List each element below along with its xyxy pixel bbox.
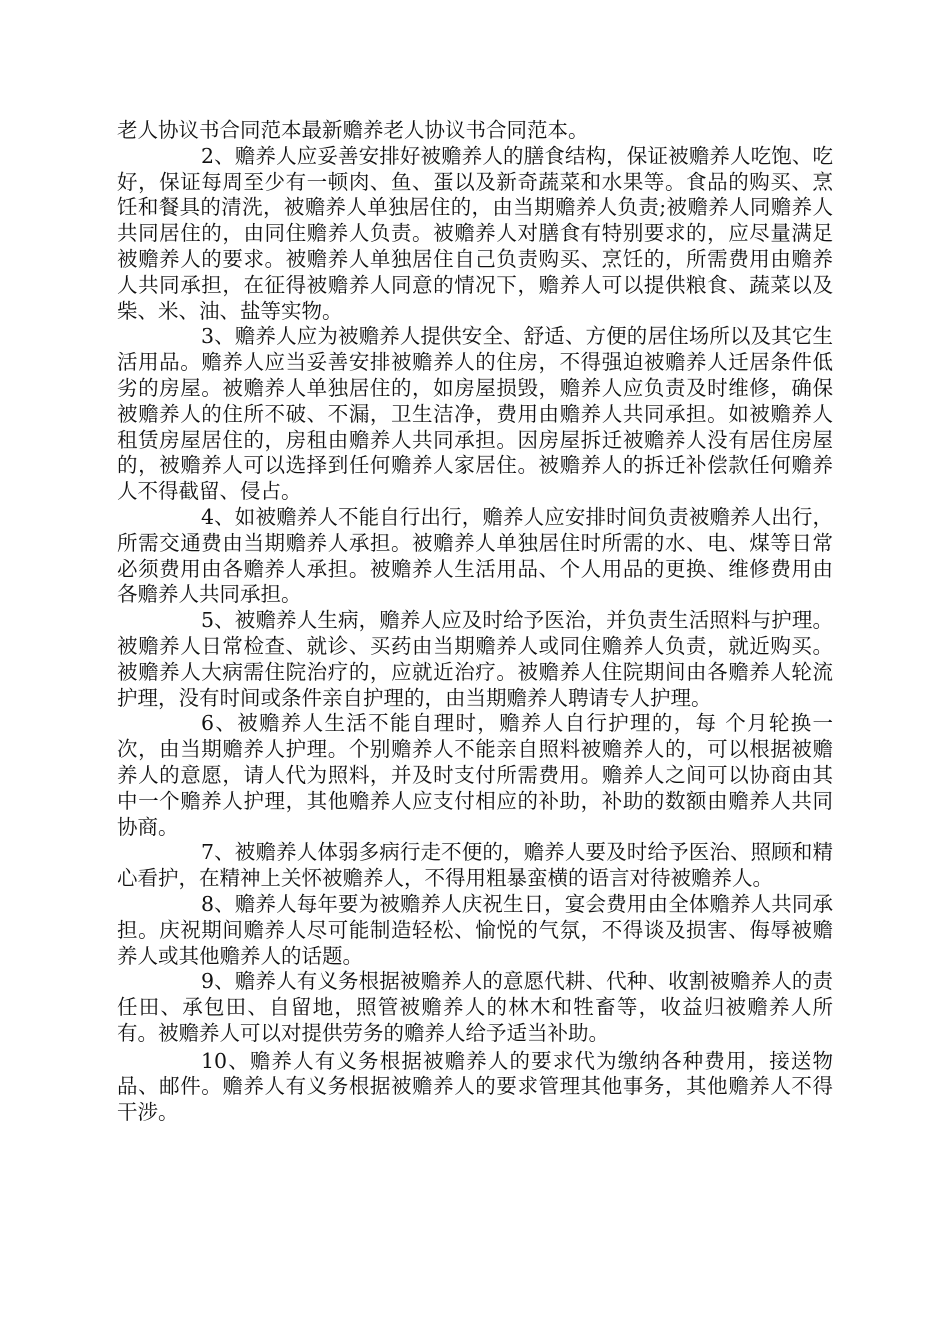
clause-2: 2、赡养人应妥善安排好被赡养人的膳食结构，保证被赡养人吃饱、吃好，保证每周至少有一顿肉、鱼、蛋以及新奇蔬菜和水果等。食品的购买、烹饪和餐具的清洗，被赡养人单独居住的，由当期赡养人负责;被赡养人同赡养人共同居住的，由同住赡养人负责。被赡养人对膳食有特别要求的，应尽量满足被赡养人的要求。被赡养人单独居住自己负责购买、烹饪的，所需费用由赡养人共同承担，在征得被赡养人同意的情况下，赡养人可以提供粮食、蔬菜以及柴、米、油、盐等实物。 xyxy=(117,143,833,323)
clause-4: 4、如被赡养人不能自行出行，赡养人应安排时间负责被赡养人出行，所需交通费由当期赡养人承担。被赡养人单独居住时所需的水、电、煤等日常必须费用由各赡养人承担。被赡养人生活用品、个人用品的更换、维修费用由各赡养人共同承担。 xyxy=(117,504,833,607)
clause-3: 3、赡养人应为被赡养人提供安全、舒适、方便的居住场所以及其它生活用品。赡养人应当妥善安排被赡养人的住房，不得强迫被赡养人迁居条件低劣的房屋。被赡养人单独居住的，如房屋损毁，赡养人应负责及时维修，确保被赡养人的住所不破、不漏，卫生洁净，费用由赡养人共同承担。如被赡养人租赁房屋居住的，房租由赡养人共同承担。因房屋拆迁被赡养人没有居住房屋的，被赡养人可以选择到任何赡养人家居住。被赡养人的拆迁补偿款任何赡养人不得截留、侵占。 xyxy=(117,324,833,504)
document-body xyxy=(117,118,833,1126)
clause-5: 5、被赡养人生病，赡养人应及时给予医治，并负责生活照料与护理。被赡养人日常检查、就诊、买药由当期赡养人或同住赡养人负责，就近购买。被赡养人大病需住院治疗的，应就近治疗。被赡养人住院期间由各赡养人轮流护理，没有时间或条件亲自护理的，由当期赡养人聘请专人护理。 xyxy=(117,608,833,710)
clause-9: 9、赡养人有义务根据被赡养人的意愿代耕、代种、收割被赡养人的责任田、承包田、自留地，照管被赡养人的林木和牲畜等，收益归被赡养人所有。被赡养人可以对提供劳务的赡养人给予适当补助。 xyxy=(117,969,833,1045)
clause-10: 10、赡养人有义务根据被赡养人的要求代为缴纳各种费用，接送物品、邮件。赡养人有义务根据被赡养人的要求管理其他事务，其他赡养人不得干涉。 xyxy=(117,1048,833,1125)
clause-7: 7、被赡养人体弱多病行走不便的，赡养人要及时给予医治、照顾和精心看护，在精神上关怀被赡养人，不得用粗暴蛮横的语言对待被赡养人。 xyxy=(117,840,833,891)
lead-line: 老人协议书合同范本最新赡养老人协议书合同范本。 xyxy=(117,118,589,142)
clause-8: 8、赡养人每年要为被赡养人庆祝生日，宴会费用由全体赡养人共同承担。庆祝期间赡养人尽可能制造轻松、愉悦的气氛，不得谈及损害、侮辱被赡养人或其他赡养人的话题。 xyxy=(117,891,833,968)
clause-6: 6、被赡养人生活不能自理时，赡养人自行护理的，每 个月轮换一次，由当期赡养人护理。个别赡养人不能亲自照料被赡养人的，可以根据被赡养人的意愿，请人代为照料，并及时支付所需费用。赡养人之间可以协商由其中一个赡养人护理，其他赡养人应支付相应的补助，补助的数额由赡养人共同协商。 xyxy=(117,711,833,839)
